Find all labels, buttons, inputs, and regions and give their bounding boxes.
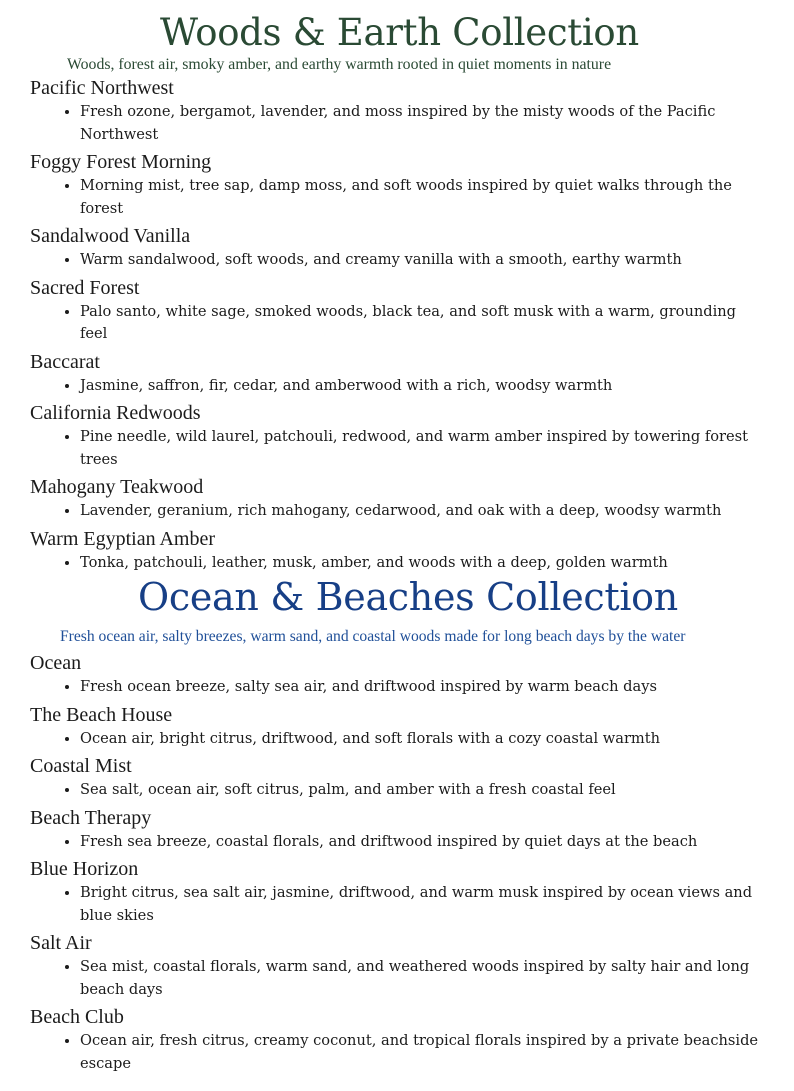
scent-notes-list bbox=[0, 375, 794, 398]
scent-notes-list bbox=[0, 426, 794, 471]
scent-name: Beach Therapy bbox=[30, 806, 152, 829]
scent-name: Warm Egyptian Amber bbox=[30, 527, 216, 550]
scent-item bbox=[0, 475, 794, 523]
scent-notes-list bbox=[0, 500, 794, 523]
scent-notes-list bbox=[0, 728, 794, 751]
scent-item bbox=[0, 857, 794, 927]
scent-name: Coastal Mist bbox=[30, 755, 132, 777]
scent-notes: • Morning mist, tree sap, damp moss, and soft woods inspired by quiet walks through the forest bbox=[80, 175, 764, 220]
scent-name: Blue Horizon bbox=[30, 858, 139, 880]
scent-item bbox=[0, 401, 794, 471]
scent-notes-list bbox=[0, 301, 794, 346]
collection-title: Ocean & Beaches Collection bbox=[138, 575, 678, 619]
scent-name: Beach Club bbox=[30, 1006, 124, 1028]
scent-notes: • Palo santo, white sage, smoked woods, black tea, and soft musk with a warm, grounding feel bbox=[80, 301, 764, 346]
scent-notes: • Ocean air, bright citrus, driftwood, and soft florals with a cozy coastal warmth bbox=[80, 728, 764, 751]
ocean-beaches-collection bbox=[0, 570, 794, 1075]
collection-subtitle: Woods, forest air, smoky amber, and earthy warmth rooted in quiet moments in nature bbox=[67, 56, 612, 73]
scent-notes-list bbox=[0, 779, 794, 802]
scent-notes-list bbox=[0, 175, 794, 220]
scent-name: Salt Air bbox=[30, 932, 92, 954]
scent-name: Sacred Forest bbox=[30, 276, 140, 299]
scent-notes: • Sea salt, ocean air, soft citrus, palm, and amber with a fresh coastal feel bbox=[80, 779, 764, 802]
collection-title: Woods & Earth Collection bbox=[160, 11, 639, 54]
scent-item bbox=[0, 651, 794, 699]
collection-subtitle: Fresh ocean air, salty breezes, warm sand, and coastal woods made for long beach days by the water bbox=[60, 628, 686, 645]
scent-item bbox=[0, 224, 794, 272]
scent-notes: • Ocean air, fresh citrus, creamy coconut, and tropical florals inspired by a private beachside escape bbox=[80, 1030, 764, 1075]
scent-name: California Redwoods bbox=[30, 402, 201, 424]
scent-item bbox=[0, 276, 794, 346]
scent-notes-list bbox=[0, 831, 794, 854]
scent-item bbox=[0, 1005, 794, 1075]
scent-item bbox=[0, 806, 794, 854]
scent-notes-list bbox=[0, 676, 794, 699]
scent-notes-list bbox=[0, 956, 794, 1001]
scent-notes: • Bright citrus, sea salt air, jasmine, driftwood, and warm musk inspired by ocean views and blue skies bbox=[80, 882, 764, 927]
scent-name: Ocean bbox=[30, 652, 82, 674]
scent-notes: • Fresh sea breeze, coastal florals, and driftwood inspired by quiet days at the beach bbox=[80, 831, 764, 854]
scent-notes: • Warm sandalwood, soft woods, and creamy vanilla with a smooth, earthy warmth bbox=[80, 249, 764, 272]
scent-item bbox=[0, 527, 794, 575]
scent-item bbox=[0, 76, 794, 146]
scent-name: Baccarat bbox=[30, 350, 100, 373]
scent-name: Foggy Forest Morning bbox=[30, 151, 212, 173]
scent-name: The Beach House bbox=[30, 703, 173, 726]
scent-notes-list bbox=[0, 1030, 794, 1075]
scent-notes-list bbox=[0, 249, 794, 272]
scent-notes: • Fresh ozone, bergamot, lavender, and moss inspired by the misty woods of the Pacific Northwest bbox=[80, 101, 764, 146]
scent-item bbox=[0, 754, 794, 802]
scent-notes: • Lavender, geranium, rich mahogany, cedarwood, and oak with a deep, woodsy warmth bbox=[80, 500, 764, 523]
scent-notes: • Fresh ocean breeze, salty sea air, and driftwood inspired by warm beach days bbox=[80, 676, 764, 699]
scent-name: Mahogany Teakwood bbox=[30, 476, 204, 498]
scent-notes-list bbox=[0, 101, 794, 146]
scent-item bbox=[0, 931, 794, 1001]
scent-notes: • Sea mist, coastal florals, warm sand, and weathered woods inspired by salty hair and long beach days bbox=[80, 956, 764, 1001]
scent-notes: • Jasmine, saffron, fir, cedar, and amberwood with a rich, woodsy warmth bbox=[80, 375, 764, 398]
scent-notes-list bbox=[0, 882, 794, 927]
scent-item bbox=[0, 350, 794, 398]
scent-item bbox=[0, 150, 794, 220]
scent-item bbox=[0, 703, 794, 751]
scent-notes: • Tonka, patchouli, leather, musk, amber, and woods with a deep, golden warmth bbox=[80, 552, 764, 575]
scent-notes: • Pine needle, wild laurel, patchouli, redwood, and warm amber inspired by towering forest trees bbox=[80, 426, 764, 471]
woods-earth-collection bbox=[0, 8, 794, 574]
scent-name: Pacific Northwest bbox=[30, 77, 174, 99]
scent-name: Sandalwood Vanilla bbox=[30, 225, 191, 247]
